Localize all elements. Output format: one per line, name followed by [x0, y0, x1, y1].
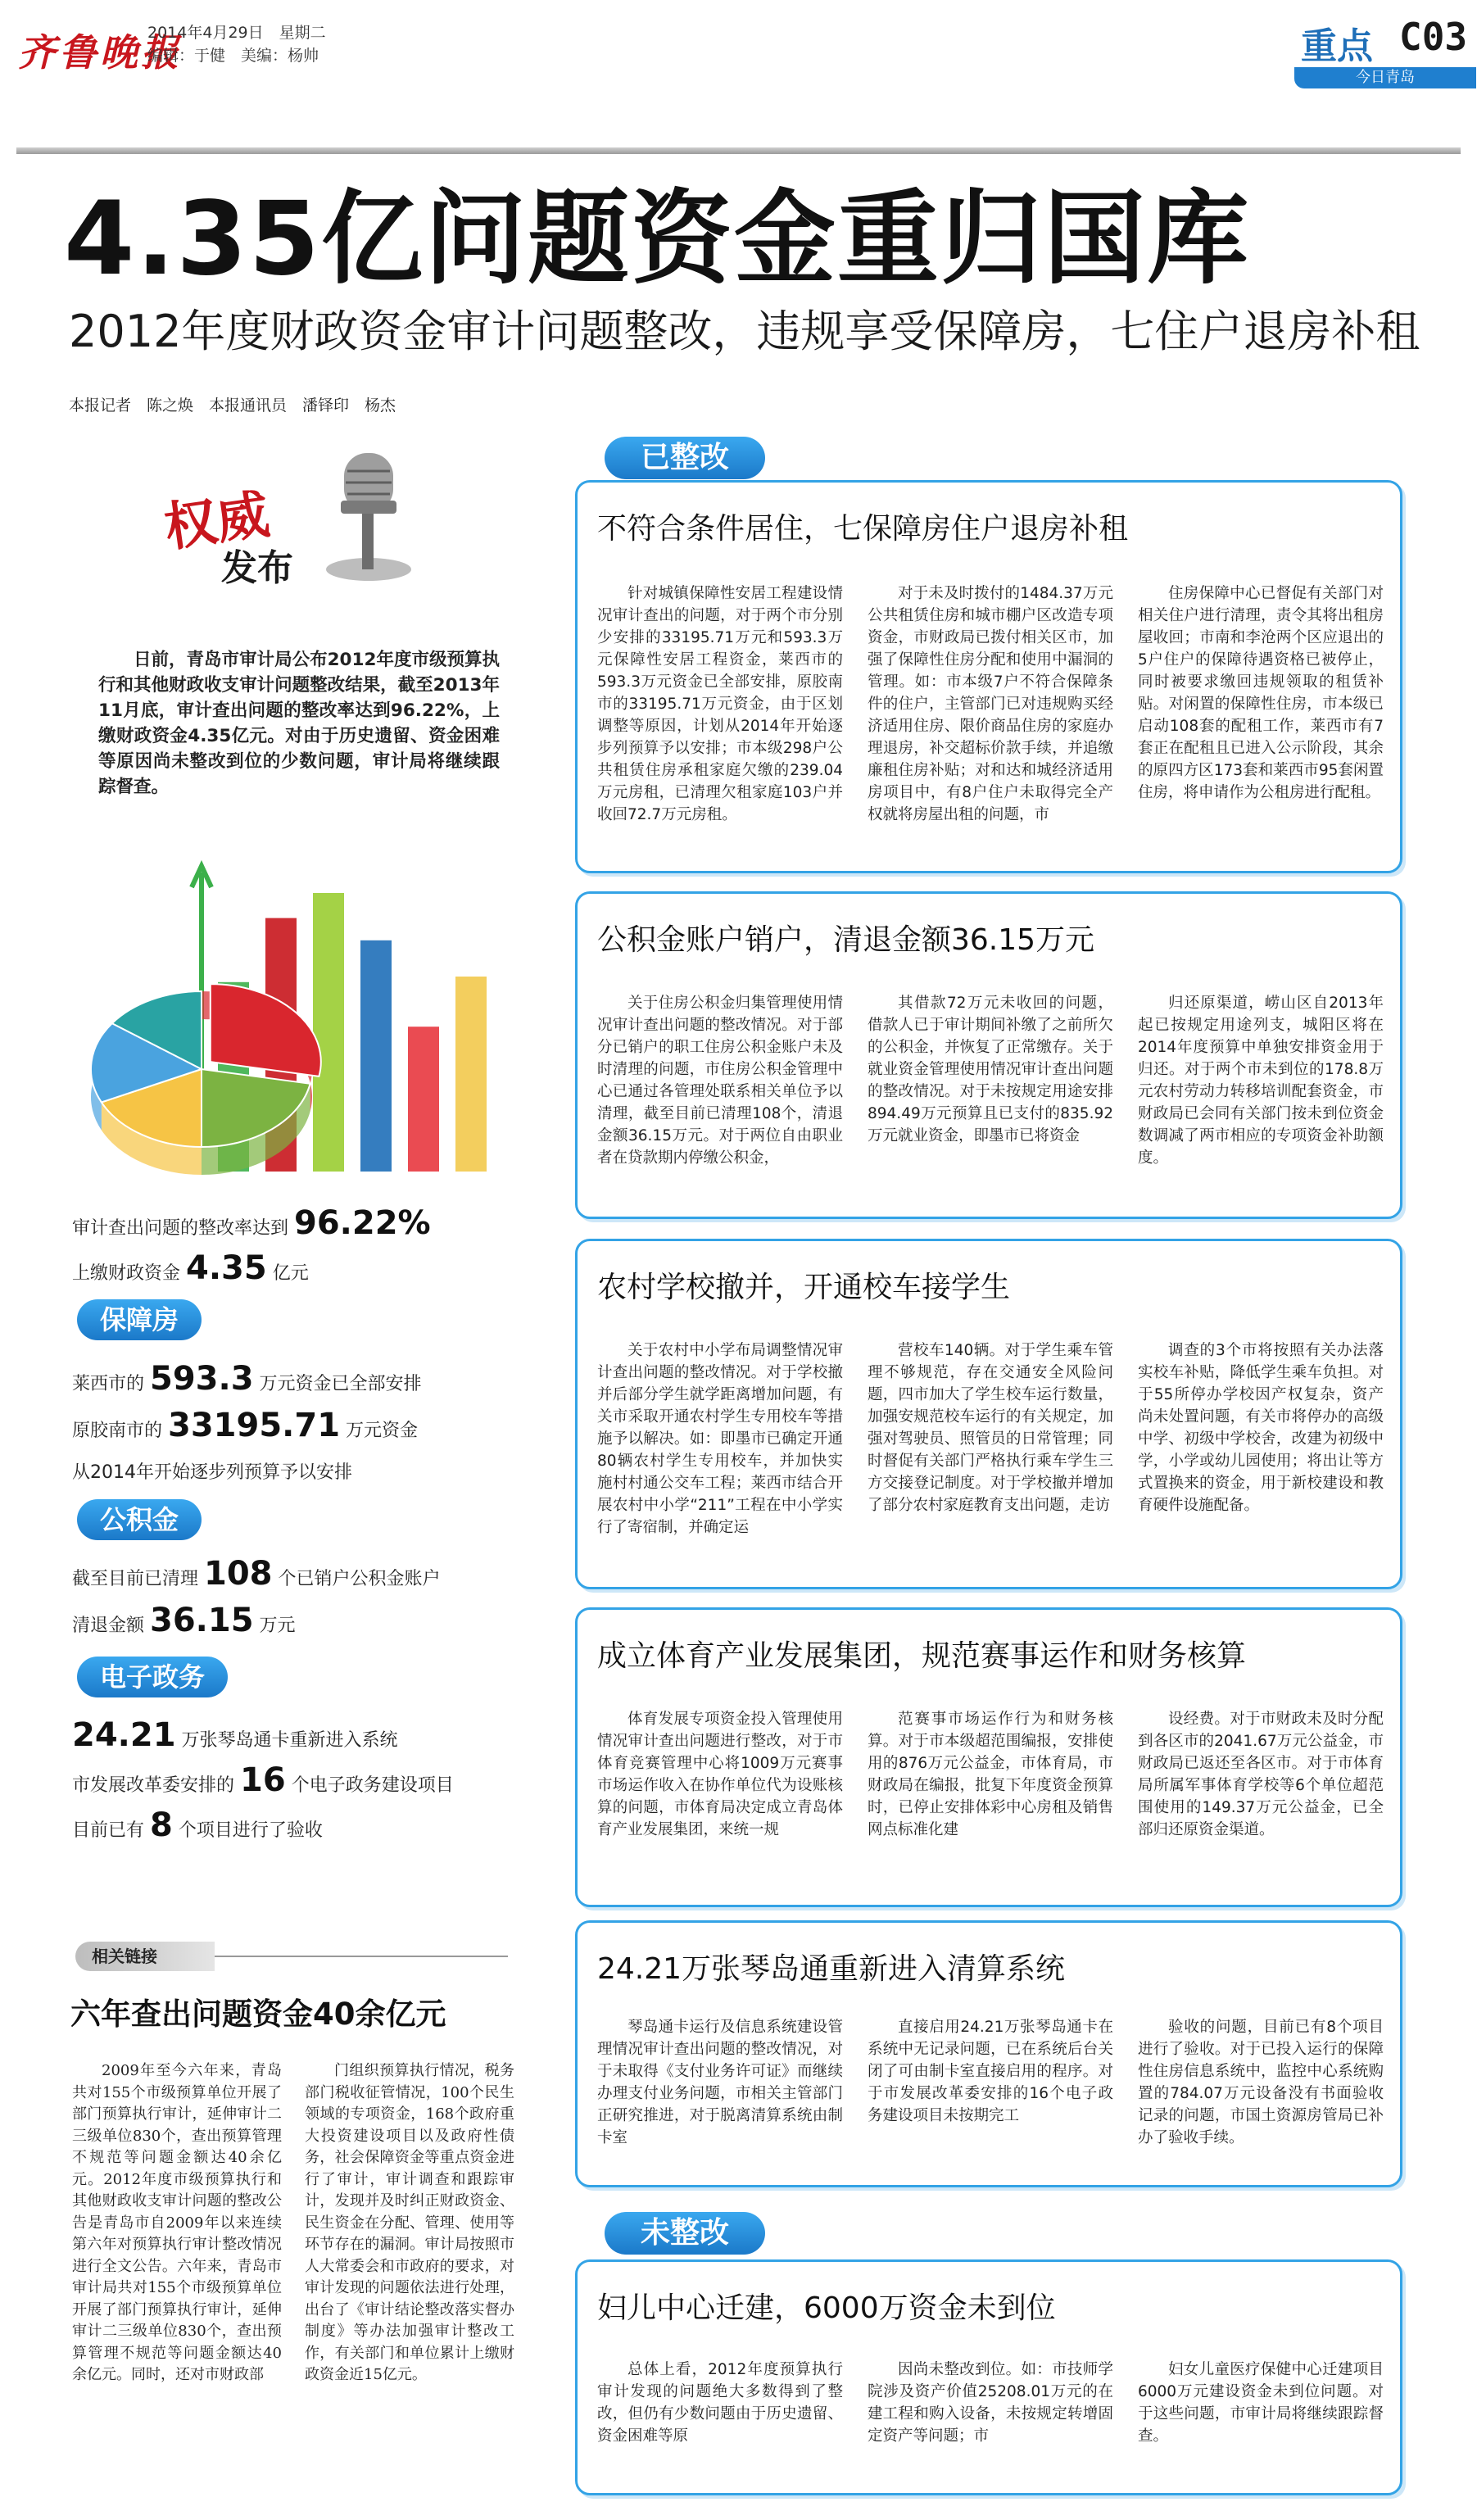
stat-funds-prefix: 上缴财政资金	[72, 1263, 181, 1284]
card-title: 不符合条件居住，七保障房住户退房补租	[597, 512, 1129, 546]
card-col-2: 对于未及时拨付的1484.37万元公共租赁住房和城市棚户区改造专项资金，市财政局已拨付相关区市，加强了保障性住房分配和使用中漏洞的管理。如：市本级7户不符合保障条件的住户，主管部门已对违规购买经济适用住房、限价商品住房的家庭办理退房，补交超标价款手续，并追缴廉租住房补贴；对和达和城经济适用房项目中，有8户住户未取得完全产权就将房屋出租的问题，市	[868, 585, 1113, 823]
stat-rate-prefix: 审计查出问题的整改率达到	[72, 1218, 289, 1239]
stat-jiaonan-value: 33195.71	[168, 1407, 341, 1444]
card-col-3: 设经费。对于市财政未及时分配到各区市的2041.67万元公益金，市财政局已返还至各区市。对于市体育局所属军事体育学校等6个单位超范围使用的149.37万元公益金，已全部归还原资金渠道。	[1138, 1711, 1384, 1838]
badge-bottom-text: 发布	[221, 547, 293, 589]
stat-projects-value: 16	[240, 1761, 286, 1799]
card-body	[597, 2359, 1384, 2475]
issue-date: 2014年4月29日 星期二	[147, 24, 326, 42]
stat-funds-value: 4.35	[186, 1249, 267, 1287]
card-housing	[575, 480, 1402, 873]
chart-bar	[313, 893, 344, 1172]
stat-jiaonan-suffix: 万元资金	[346, 1421, 419, 1441]
card-body	[597, 2016, 1384, 2167]
byline: 本报记者 陈之焕 本报通讯员 潘铎印 杨杰	[69, 397, 396, 415]
stat-rate-value: 96.22%	[294, 1204, 431, 1242]
stat-projects	[72, 1761, 454, 1799]
card-col-2: 直接启用24.21万张琴岛通卡在系统中无记录问题，已在系统后台关闭了可由制卡室直接启用的程序。对于市发展改革委安排的16个电子政务建设项目未按期完工	[868, 2019, 1113, 2124]
stat-funds	[72, 1249, 309, 1287]
card-col-2: 因尚未整改到位。如：市技师学院涉及资产价值25208.01万元的在建工程和购入设备，未按规定转增固定资产等问题；市	[868, 2361, 1113, 2445]
label-housing: 保障房	[77, 1299, 202, 1340]
card-col-3: 住房保障中心已督促有关部门对相关住户进行清理，责令其将出租房屋收回；市南和李沧两个区应退出的5户住户的保障待遇资格已被停止，同时被要求缴回违规领取的租赁补贴。对闲置的保障性住房，市本级已启动108套的配租工作，莱西市有7套正在配租且已进入公示阶段，其余的原四方区173套和莱西市95套闲置住房，将申请作为公租房进行配租。	[1138, 585, 1384, 801]
stat-cleared-suffix: 个已销户公积金账户	[278, 1569, 441, 1589]
chart-bar	[408, 1027, 439, 1172]
stat-accepted	[72, 1806, 323, 1844]
card-title: 公积金账户销户，清退金额36.15万元	[597, 923, 1095, 957]
stat-refund	[72, 1602, 296, 1639]
card-col-2: 营校车140辆。对于学生乘车管理不够规范，存在交通安全风险问题，四市加大了学生校车运行数量，加强安规范校车运行的有关规定，加强对驾驶员、照管员的日常管理；同时督促有关部门严格执行乘车学生三方交接登记制度。对于学校撤并增加了部分农村家庭教育支出问题，走访	[868, 1342, 1113, 1514]
stat-jiaonan	[72, 1407, 418, 1444]
label-fund: 公积金	[77, 1499, 202, 1540]
stat-funds-unit: 亿元	[272, 1263, 309, 1284]
card-col-3: 验收的问题，目前已有8个项目进行了验收。对于已投入运行的保障性住房信息系统中，监控中心系统购置的784.07万元设备没有书面验收记录的问题，市国土资源房管局已补办了验收手续。	[1138, 2019, 1384, 2146]
related-body	[72, 2060, 514, 2486]
card-children-center	[575, 2259, 1402, 2495]
card-col-1: 关于住房公积金归集管理使用情况审计查出问题的整改情况。对于部分已销户的职工住房公积金账户未及时清理的问题，市住房公积金管理中心已通过各管理处联系相关单位予以清理，截至目前已清理108个，清退金额36.15万元。对于两位自由职业者在贷款期内停缴公积金，	[597, 995, 843, 1167]
card-col-1: 关于农村中小学布局调整情况审计查出问题的整改情况。对于学校撤并后部分学生就学距离增加问题，有关市采取开通农村学生专用校车等措施予以解决。如：即墨市已确定开通80辆农村学生专用校车，并加快实施村村通公交车工程；莱西市结合开展农村中小学“211”工程在中小学实行了寄宿制，并确定运	[597, 1342, 843, 1536]
card-fund	[575, 891, 1402, 1219]
card-col-1: 琴岛通卡运行及信息系统建设管理情况审计查出问题的整改情况，对于未取得《支付业务许可证》而继续办理支付业务问题，市相关主管部门正研究推进，对于脱离清算系统由制卡室	[597, 2019, 843, 2146]
masthead	[0, 0, 1477, 147]
card-col-3: 调查的3个市将按照有关办法落实校车补贴，降低学生乘车负担。对于55所停办学校因产权复杂，资产尚未处置问题，有关市将停办的高级中学、初级中学校舍，改建为初级中学，小学或幼儿园使用；将出让等方式置换来的资金，用于新校建设和教育硬件设施配备。	[1138, 1342, 1384, 1514]
card-title: 成立体育产业发展集团，规范赛事运作和财务核算	[597, 1639, 1247, 1673]
headline: 4.35亿问题资金重归国库	[64, 180, 1250, 298]
card-title: 妇儿中心迁建，6000万资金未到位	[597, 2291, 1056, 2325]
card-col-2: 范赛事市场运作行为和财务核算。对于市本级超范围编报，安排使用的876万元公益金，市体育局，市财政局在编报，批复下年度资金预算时，已停止安排体彩中心房租及销售网点标准化建	[868, 1711, 1113, 1838]
stat-cards	[72, 1716, 398, 1754]
related-title: 六年查出问题资金40余亿元	[70, 1997, 446, 2032]
stat-cleared-value: 108	[204, 1555, 273, 1593]
card-sports	[575, 1607, 1402, 1907]
pie-slice	[211, 984, 321, 1076]
card-col-3: 归还原渠道，崂山区自2013年起已按规定用途列支，城阳区将在2014年度预算中单独安排资金用于归还。对于两个市未到位的178.8万元农村劳动力转移培训配套资金，市财政局已会同有关部门按未到位资金数调减了两市相应的专项资金补助额度。	[1138, 995, 1384, 1167]
stat-refund-unit: 万元	[259, 1616, 296, 1636]
card-col-1: 总体上看，2012年度预算执行审计发现的问题绝大多数得到了整改，但仍有少数问题由于历史遗留、资金困难等原	[597, 2361, 843, 2445]
stat-accepted-suffix: 个项目进行了验收	[178, 1820, 323, 1841]
card-transit	[575, 1920, 1402, 2187]
card-body	[597, 1339, 1384, 1569]
section-tag	[1278, 8, 1477, 90]
related-divider	[215, 1956, 508, 1957]
page-code: C03	[1399, 15, 1468, 59]
chart-bar	[360, 940, 392, 1172]
section-name: 重点	[1301, 25, 1373, 67]
stat-rate	[72, 1204, 431, 1242]
dateline	[147, 21, 326, 67]
newspaper-logo: 齐鲁晚报	[18, 30, 182, 75]
status-done-label: 已整改	[605, 437, 765, 479]
edition-label: 今日青岛	[1294, 67, 1476, 88]
stat-jiaonan-prefix: 原胶南市的	[72, 1421, 163, 1441]
card-body	[597, 992, 1384, 1199]
chart-bar	[455, 977, 487, 1172]
card-school	[575, 1239, 1402, 1589]
authority-badge	[156, 446, 426, 602]
card-col-1: 针对城镇保障性安居工程建设情况审计查出的问题，对于两个市分别少安排的33195.71万元和593.3万元保障性安居工程资金，莱西市的593.3万元资金已全部安排，原胶南市的33195.71万元资金，由于区划调整等原因，计划从2014年开始逐步列预算予以安排；市本级298户公共租赁住房承租家庭欠缴的239.04万元房租，已清理欠租家庭103户并收回72.7万元房租。	[597, 585, 843, 823]
card-body	[597, 1708, 1384, 1887]
label-egov: 电子政务	[77, 1657, 228, 1697]
status-todo-label: 未整改	[605, 2212, 765, 2255]
badge-top-text: 权威	[161, 483, 274, 560]
illustration-chart	[79, 848, 505, 1200]
microphone-icon	[311, 446, 418, 586]
stat-cleared	[72, 1555, 441, 1593]
stat-projects-suffix: 个电子政务建设项目	[291, 1775, 454, 1796]
stat-laixi-value: 593.3	[150, 1360, 254, 1398]
card-body	[597, 582, 1384, 853]
card-col-1: 体育发展专项资金投入管理使用情况审计查出问题进行整改，对于市体育竞赛管理中心将1009万元赛事市场运作收入在协作单位代为设账核算的问题，市体育局决定成立青岛体育产业发展集团，来统一规	[597, 1711, 843, 1838]
stat-jiaonan-note: 从2014年开始逐步列预算予以安排	[72, 1462, 352, 1483]
intro-paragraph: 日前，青岛市审计局公布2012年度市级预算执行和其他财政收支审计问题整改结果，截至2013年11月底，审计查出问题的整改率达到96.22%，上缴财政资金4.35亿元。对由于历史遗留、资金困难等原因尚未整改到位的少数问题，审计局将继续跟踪督查。	[98, 650, 500, 797]
card-col-3: 妇女儿童医疗保健中心迁建项目6000万元建设资金未到位问题。对于这些问题，市审计局将继续跟踪督查。	[1138, 2361, 1384, 2445]
card-col-2: 其借款72万元未收回的问题，借款人已于审计期间补缴了之前所欠的公积金，并恢复了正常缴存。关于就业资金管理使用情况审计查出问题的整改情况。对于未按规定用途安排894.49万元预算且已支付的835.92万元就业资金，即墨市已将资金	[868, 995, 1113, 1144]
related-col-2: 门组织预算执行情况，税务部门税收征管情况，100个民生领域的专项资金，168个政府重大投资建设项目以及政府性债务，社会保障资金等重点资金进行了审计，审计调查和跟踪审计，发现并及时纠正财政资金、民生资金在分配、管理、使用等环节存在的漏洞。审计局按照市人大常委会和市政府的要求，对审计发现的问题依法进行处理，出台了《审计结论整改落实督办制度》等办法加强审计整改工作，有关部门和单位累计上缴财政资金近15亿元。	[305, 2062, 514, 2383]
stat-projects-prefix: 市发展改革委安排的	[72, 1775, 235, 1796]
stat-cleared-prefix: 截至目前已清理	[72, 1569, 199, 1589]
stat-cards-value: 24.21	[72, 1716, 176, 1754]
related-link-tab: 相关链接	[75, 1942, 215, 1971]
card-title: 农村学校撤并，开通校车接学生	[597, 1271, 1011, 1304]
stat-laixi-suffix: 万元资金已全部安排	[259, 1374, 422, 1394]
subheadline: 2012年度财政资金审计问题整改，违规享受保障房，七住户退房补租	[69, 306, 1420, 357]
stat-accepted-value: 8	[150, 1806, 173, 1844]
stat-laixi-prefix: 莱西市的	[72, 1374, 145, 1394]
bar-pie-chart	[79, 848, 505, 1200]
related-col-1: 2009年至今六年来，青岛共对155个市级预算单位开展了部门预算执行审计，延伸审计二三级单位830个，查出预算管理不规范等问题金额达40余亿元。2012年度市级预算执行和其他财政收支审计问题的整改公告是青岛市自2009年以来连续第六年对预算执行审计整改情况进行全文公告。六年来，青岛市审计局共对155个市级预算单位开展了部门预算执行审计，延伸审计二三级单位830个，查出预算管理不规范等问题金额达40余亿元。同时，还对市财政部	[72, 2062, 282, 2383]
stat-cards-suffix: 万张琴岛通卡重新进入系统	[181, 1730, 398, 1751]
editors-credit: 编辑：于健 美编：杨帅	[147, 47, 319, 65]
card-title: 24.21万张琴岛通重新进入清算系统	[597, 1952, 1066, 1986]
stat-accepted-prefix: 目前已有	[72, 1820, 145, 1841]
stat-refund-prefix: 清退金额	[72, 1616, 145, 1636]
stat-laixi	[72, 1360, 422, 1398]
top-divider	[16, 147, 1461, 154]
stat-refund-value: 36.15	[150, 1602, 254, 1639]
